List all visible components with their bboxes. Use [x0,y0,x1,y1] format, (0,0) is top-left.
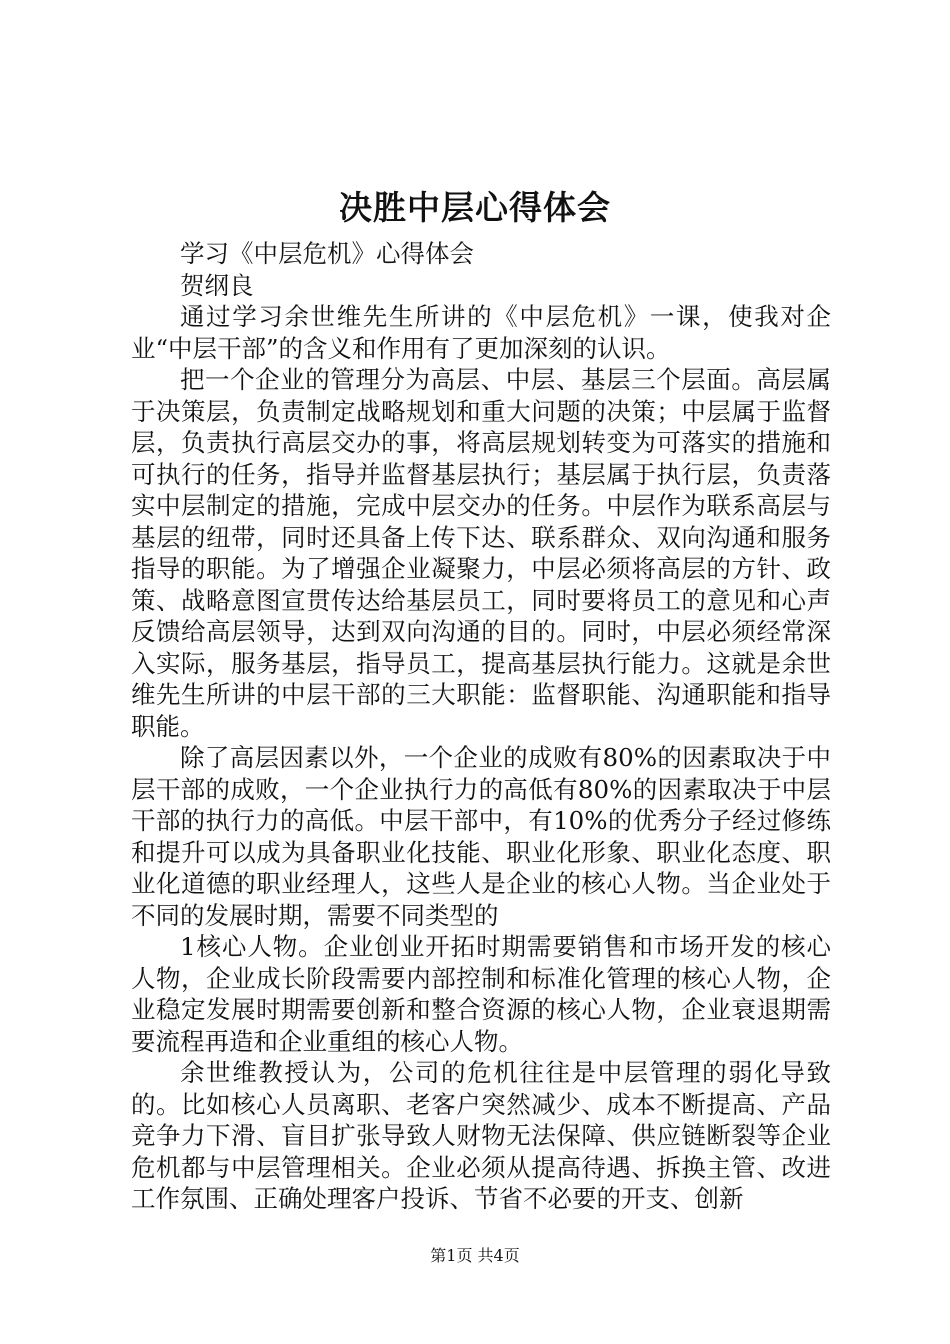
page-footer: 第1页 共4页 [430,1246,520,1265]
subtitle-paragraph: 学习《中层危机》心得体会 [180,239,474,268]
body-paragraph-crisis: 余世维教授认为，公司的危机往往是中层管理的弱化导致的。比如核心人员离职、老客户突然减少、成本不断提高、产品竞争力下滑、盲目扩张导致人财物无法保障、供应链断裂等企业危机都与中层管理相关。企业必须从提高待遇、拆换主管、改进工作氛围、正确处理客户投诉、节省不必要的开支、创新 [131,1058,831,1213]
document-title: 决胜中层心得体会 [339,188,611,227]
document-body [131,238,831,1215]
body-paragraph-core-people: 1核心人物。企业创业开拓时期需要销售和市场开发的核心人物，企业成长阶段需要内部控制和标准化管理的核心人物，企业稳定发展时期需要创新和整合资源的核心人物，企业衰退期需要流程再造和企业重组的核心人物。 [131,932,831,1056]
body-paragraph-management-levels: 把一个企业的管理分为高层、中层、基层三个层面。高层属于决策层，负责制定战略规划和重大问题的决策；中层属于监督层，负责执行高层交办的事，将高层规划转变为可落实的措施和可执行的任务，指导并监督基层执行；基层属于执行层，负责落实中层制定的措施，完成中层交办的任务。中层作为联系高层与基层的纽带，同时还具备上传下达、联系群众、双向沟通和服务指导的职能。为了增强企业凝聚力，中层必须将高层的方针、政策、战略意图宣贯传达给基层员工，同时要将员工的意见和心声反馈给高层领导，达到双向沟通的目的。同时，中层必须经常深入实际，服务基层，指导员工，提高基层执行能力。这就是余世维先生所讲的中层干部的三大职能：监督职能、沟通职能和指导职能。 [131,365,831,741]
author-paragraph: 贺纲良 [180,270,254,300]
body-paragraph-middle-managers: 除了高层因素以外，一个企业的成败有80%的因素取决于中层干部的成败，一个企业执行力的高低有80%的因素取决于中层干部的执行力的高低。中层干部中，有10%的优秀分子经过修练和提升可以成为具备职业化技能、职业化形象、职业化态度、职业化道德的职业经理人，这些人是企业的核心人物。当企业处于不同的发展时期，需要不同类型的 [131,743,831,930]
body-paragraph-intro: 通过学习余世维先生所讲的《中层危机》一课，使我对企业“中层干部”的含义和作用有了更加深刻的认识。 [131,302,831,363]
